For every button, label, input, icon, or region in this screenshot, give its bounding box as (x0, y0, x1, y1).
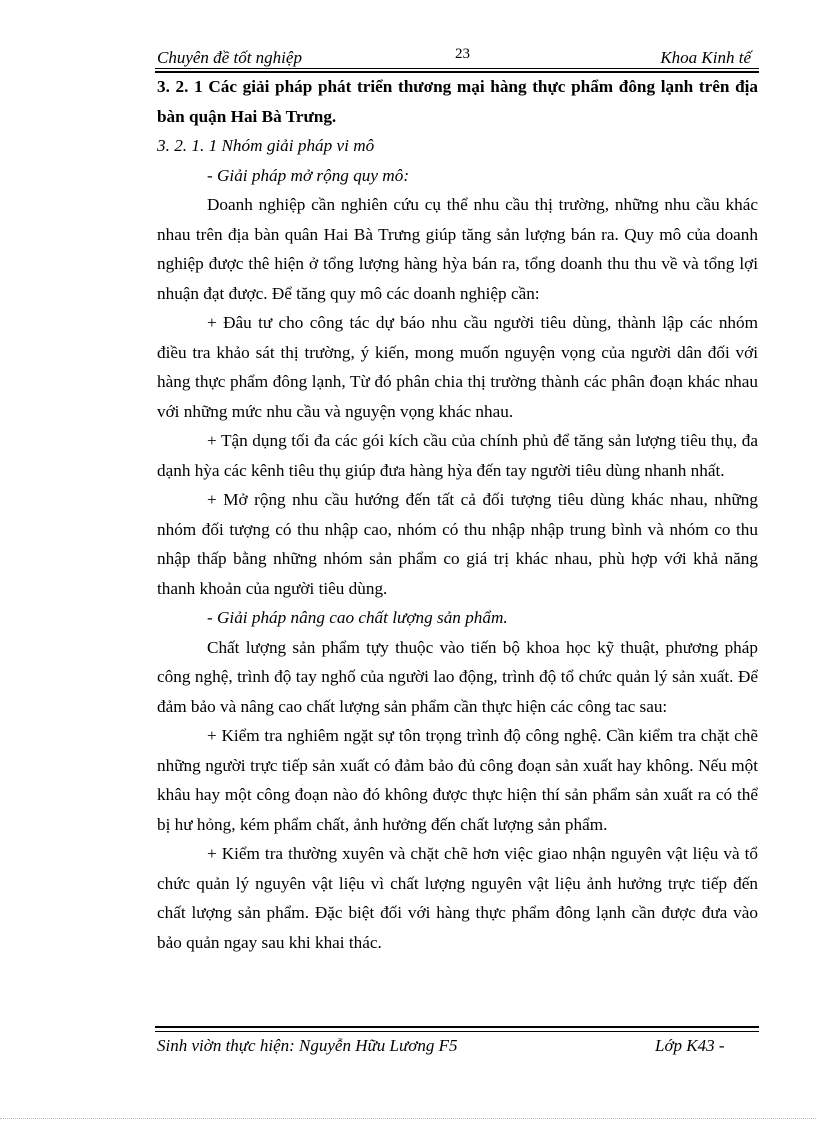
page-edge-divider (0, 1118, 816, 1119)
solution-title-quality: - Giải pháp nâng cao chất lượng sản phẩm. (207, 608, 508, 627)
subsection-heading: 3. 2. 1. 1 Nhóm giải pháp vi mô (157, 136, 375, 155)
footer-student-name: Sinh viờn thực hiện: Nguyễn Hữu Lương F5 (157, 1036, 458, 1055)
footer-rule-thick (155, 1026, 759, 1028)
paragraph-6: + Kiểm tra nghiêm ngặt sự tôn trọng trình độ công nghệ. Cần kiểm tra chặt chẽ những người trực tiếp sản xuất có đảm bảo đủ công đoạn sản xuất hay không. Nếu một khâu hay một công đoạn nào đó không được thực hiện thí sản phẩm sản xuất ra có thể bị hư hỏng, kém phẩm chất, ảnh hưởng đến chất lượng sản phẩm. (157, 726, 758, 834)
solution-title-scale: - Giải pháp mở rộng quy mô: (207, 165, 410, 185)
header-right-text: Khoa Kinh tế (660, 48, 751, 67)
paragraph-4: + Mở rộng nhu cầu hướng đến tất cả đối tượng tiêu dùng khác nhau, những nhóm đối tượng có thu nhập cao, nhóm có thu nhập nhập trung bình và nhóm co thu nhập thấp bằng những nhóm sản phẩm co giá trị khác nhau, phù hợp với khả năng thanh khoản của người tiêu dùng. (157, 490, 758, 598)
page-header (155, 48, 759, 70)
paragraph-1: Doanh nghiệp cần nghiên cứu cụ thể nhu cầu thị trường, những nhu cầu khác nhau trên địa bàn quân Hai Bà Trưng giúp tăng sản lượng bán ra. Quy mô của doanh nghiệp được thê hiện ở tổng lượng hàng hỳa bán ra, tổng doanh thu thu về và tổng lợi nhuận đạt được. Để tăng quy mô các doanh nghiệp cần: (157, 195, 758, 303)
footer-class: Lớp K43 - (655, 1036, 725, 1055)
section-heading: 3. 2. 1 Các giải pháp phát triển thương mại hàng thực phẩm đông lạnh trên địa bàn quận Hai Bà Trưng. (157, 77, 758, 126)
paragraph-2: + Đâu tư cho công tác dự báo nhu cầu người tiêu dùng, thành lập các nhóm điều tra khảo sát thị trường, ý kiến, mong muốn nguyện vọng của người dân đối với hàng thực phẩm đông lạnh, Từ đó phân chia thị trường thành các phân đoạn khác nhau với những mức nhu cầu và nguyện vọng khác nhau. (157, 313, 758, 421)
header-rule-thin (155, 68, 759, 69)
header-left-text: Chuyên đề tốt nghiệp (157, 48, 302, 67)
document-body (157, 72, 758, 957)
paragraph-3: + Tận dụng tối đa các gói kích cầu của chính phủ để tăng sản lượng tiêu thụ, đa dạnh hỳa các kênh tiêu thụ giúp đưa hàng hỳa đến tay người tiêu dùng nhanh nhất. (157, 431, 758, 480)
paragraph-7: + Kiểm tra thường xuyên và chặt chẽ hơn việc giao nhận nguyên vật liệu và tổ chức quản lý nguyên vật liệu vì chất lượng nguyên vật liệu ảnh hưởng trực tiếp đến chất lượng sản phẩm. Đặc biệt đối với hàng thực phẩm đông lạnh cần được đưa vào bảo quản ngay sau khi khai thác. (157, 844, 758, 952)
paragraph-5: Chất lượng sản phẩm tựy thuộc vào tiến bộ khoa học kỹ thuật, phương pháp công nghệ, trình độ tay nghố của người lao động, trình độ tổ chức quản lý sản xuất. Để đảm bảo và nâng cao chất lượng sản phẩm cần thực hiện các công tac sau: (157, 637, 758, 716)
page-number: 23 (455, 46, 470, 62)
footer-rule-thin (155, 1031, 759, 1032)
